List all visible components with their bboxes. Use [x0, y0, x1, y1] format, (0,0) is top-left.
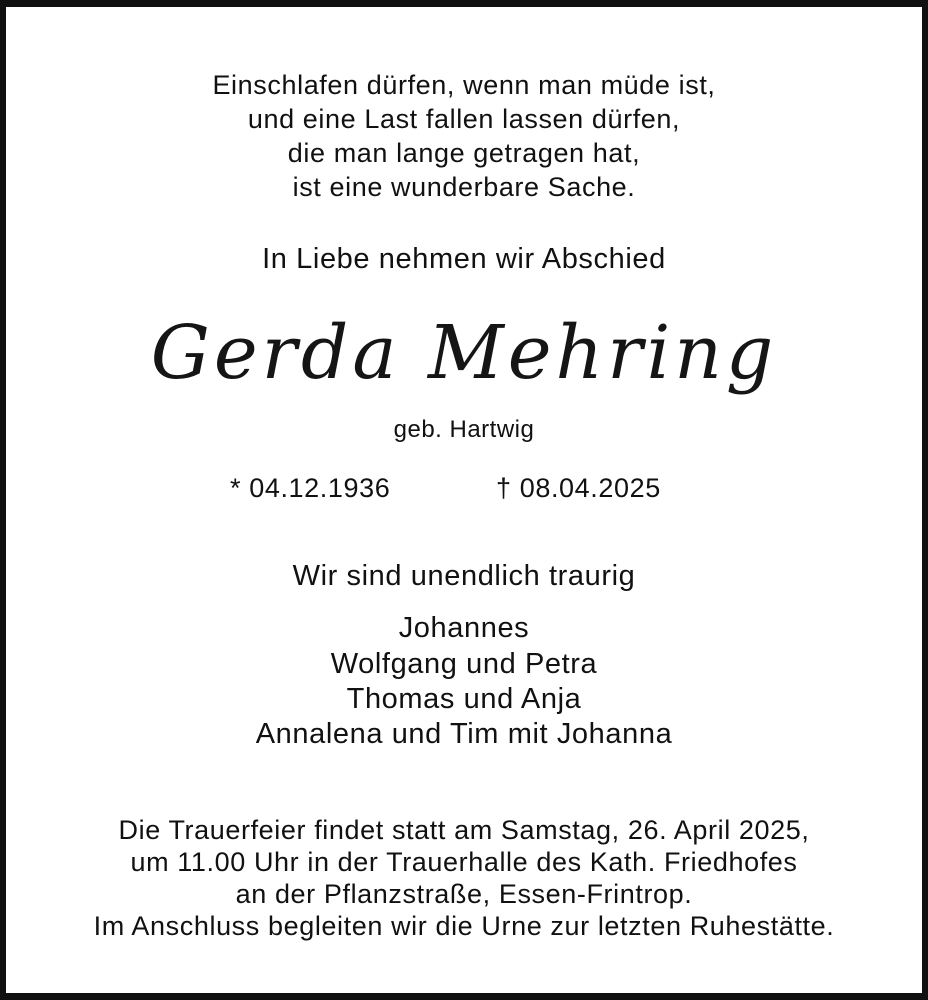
poem-line-1: Einschlafen dürfen, wenn man müde ist, [212, 70, 716, 100]
poem-line-4: ist eine wunderbare Sache. [292, 172, 636, 202]
birth-name: geb. Hartwig [393, 416, 535, 443]
mourner-4: Annalena und Tim mit Johanna [255, 718, 673, 750]
service-line-3: an der Pflanzstraße, Essen-Frintrop. [235, 879, 693, 909]
service-line-1: Die Trauerfeier findet statt am Samstag, 26. April 2025, [118, 815, 810, 845]
service-line-4: Im Anschluss begleiten wir die Urne zur letzten Ruhestätte. [93, 911, 835, 941]
service-line-2: um 11.00 Uhr in der Trauerhalle des Kath. Friedhofes [130, 847, 798, 877]
mourner-1: Johannes [398, 612, 530, 644]
mourner-2: Wolfgang und Petra [330, 648, 598, 680]
birth-date: * 04.12.1936 [230, 473, 391, 503]
mourners-intro: Wir sind unendlich traurig [292, 560, 636, 592]
death-date: † 08.04.2025 [496, 473, 661, 503]
mourner-3: Thomas und Anja [346, 683, 582, 715]
poem-line-2: und eine Last fallen lassen dürfen, [247, 104, 681, 134]
farewell-line: In Liebe nehmen wir Abschied [262, 243, 666, 275]
deceased-name: Gerda Mehring [150, 310, 778, 396]
poem-line-3: die man lange getragen hat, [287, 138, 641, 168]
